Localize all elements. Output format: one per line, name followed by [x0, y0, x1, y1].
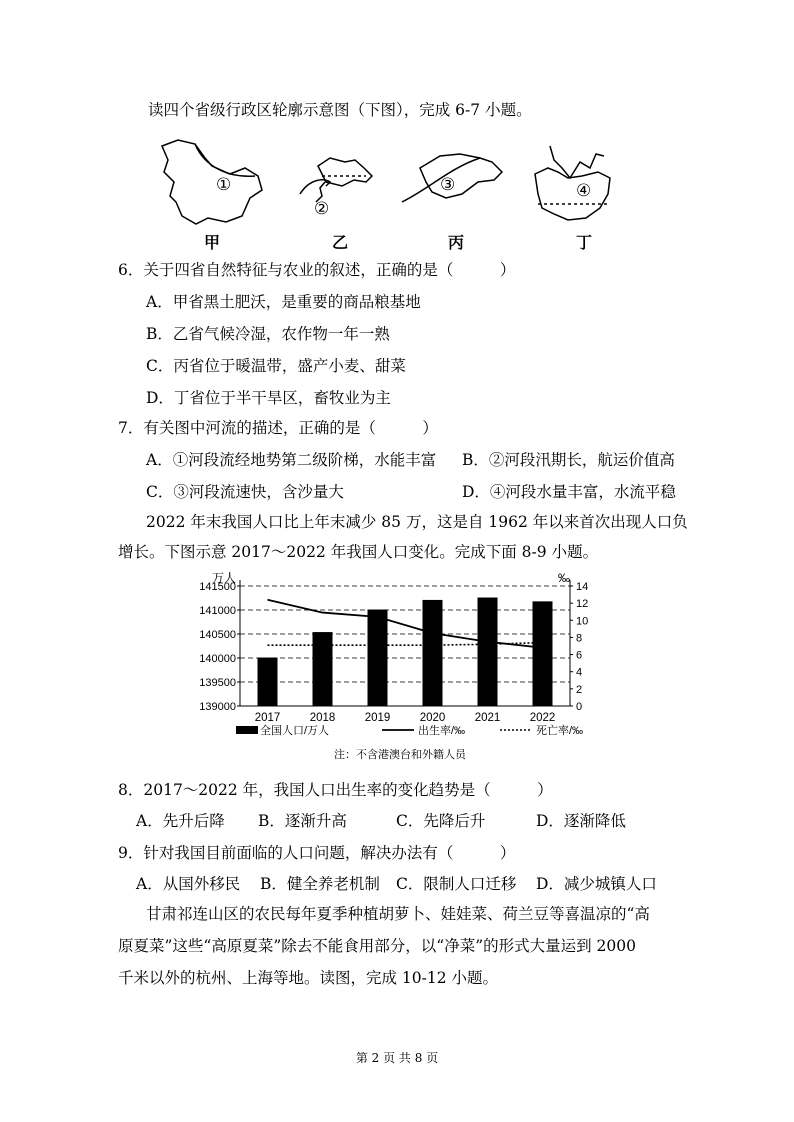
map-marker-2: ②	[314, 199, 330, 219]
right-axis-unit: ‰	[558, 571, 570, 585]
question-9-option-d: D．减少城镇人口	[536, 875, 657, 893]
question-8-option-d: D．逐渐降低	[536, 812, 626, 830]
map-label-jia: 甲	[204, 233, 221, 252]
map-marker-1: ①	[216, 175, 232, 195]
right-tick-label: 0	[576, 701, 583, 713]
legend-bar-swatch	[236, 726, 258, 734]
left-tick-label: 139000	[199, 701, 236, 713]
left-tick-label: 140000	[199, 653, 236, 665]
left-tick-label: 140500	[199, 629, 236, 641]
right-tick-label: 2	[576, 683, 583, 696]
x-tick-label: 2018	[309, 712, 336, 724]
population-chart	[170, 568, 630, 768]
legend-death-rate: 死亡率/‰	[536, 725, 584, 737]
chart-note: 注：不含港澳台和外籍人员	[334, 749, 466, 761]
map-label-bing: 丙	[448, 233, 465, 252]
map-ding-outline	[535, 168, 610, 220]
left-tick-label: 141500	[199, 581, 236, 593]
question-6-option-a: A．甲省黑土肥沃，是重要的商品粮基地	[146, 293, 421, 311]
x-tick-label: 2022	[529, 712, 556, 724]
population-bar	[533, 601, 553, 706]
left-tick-label: 141000	[199, 605, 236, 617]
intro-population-line1: 2022 年末我国人口比上年末减少 85 万，这是自 1962 年以来首次出现人口负	[146, 513, 688, 531]
intro-vegetables-line1: 甘肃祁连山区的农民每年夏季种植胡萝卜、娃娃菜、荷兰豆等喜温凉的“高	[146, 905, 650, 923]
province-maps	[150, 138, 620, 248]
question-7-option-c: C．③河段流速快，含沙量大	[146, 483, 344, 501]
question-9-stem: 9．针对我国目前面临的人口问题，解决办法有（ ）	[118, 844, 516, 862]
legend-birth-rate: 出生率/‰	[418, 725, 466, 737]
right-tick-label: 8	[576, 632, 583, 645]
x-tick-label: 2020	[419, 712, 446, 724]
question-7-option-d: D．④河段水量丰富，水流平稳	[462, 483, 676, 501]
question-8-option-a: A．先升后降	[136, 812, 225, 830]
map-jia-outline	[162, 140, 262, 224]
province-outlines	[150, 138, 620, 228]
question-7-option-b: B．②河段汛期长，航运价值高	[462, 451, 675, 469]
left-axis-unit: 万人	[212, 571, 237, 585]
right-tick-label: 6	[576, 649, 583, 662]
question-9-option-c: C．限制人口迁移	[396, 875, 517, 893]
question-8-option-c: C．先降后升	[396, 812, 486, 830]
right-tick-label: 12	[576, 598, 589, 611]
map-label-ding: 丁	[576, 233, 593, 252]
population-bar	[478, 598, 498, 706]
question-6-option-b: B．乙省气候冷湿，农作物一年一熟	[146, 325, 390, 343]
map-yi-outline	[318, 158, 372, 186]
right-tick-label: 4	[576, 666, 583, 679]
question-6-option-d: D．丁省位于半干旱区，畜牧业为主	[146, 389, 391, 407]
right-tick-label: 14	[576, 581, 589, 593]
x-tick-label: 2021	[474, 712, 501, 724]
intro-vegetables-line3: 千米以外的杭州、上海等地。读图，完成 10-12 小题。	[118, 969, 499, 987]
question-7-option-a: A．①河段流经地势第二级阶梯，水能丰富	[146, 451, 437, 469]
intro-population-line2: 增长。下图示意 2017～2022 年我国人口变化。完成下面 8-9 小题。	[118, 543, 599, 561]
map-label-yi: 乙	[332, 233, 349, 252]
x-tick-label: 2019	[364, 712, 391, 724]
map-marker-3: ③	[440, 175, 456, 195]
left-tick-label: 139500	[199, 677, 236, 689]
population-bar	[258, 658, 278, 706]
map-jia-river	[195, 144, 255, 176]
population-bar	[368, 610, 388, 706]
page-footer: 第 2 页 共 8 页	[355, 1051, 439, 1065]
right-tick-label: 10	[576, 615, 589, 628]
intro-maps: 读四个省级行政区轮廓示意图（下图），完成 6-7 小题。	[148, 101, 532, 119]
question-8-stem: 8．2017～2022 年，我国人口出生率的变化趋势是（ ）	[118, 781, 553, 799]
map-bing-outline	[420, 154, 502, 198]
x-tick-label: 2017	[254, 712, 281, 724]
question-9-option-a: A．从国外移民	[136, 875, 241, 893]
legend-population: 全国人口/万人	[260, 725, 330, 737]
question-8-option-b: B．逐渐升高	[258, 812, 347, 830]
question-7-stem: 7．有关图中河流的描述，正确的是（ ）	[118, 419, 438, 437]
question-6-option-c: C．丙省位于暖温带，盛产小麦、甜菜	[146, 357, 406, 375]
question-6-stem: 6．关于四省自然特征与农业的叙述，正确的是（ ）	[118, 261, 516, 279]
intro-vegetables-line2: 原夏菜”这些“高原夏菜”除去不能食用部分，以“净菜”的形式大量运到 2000	[118, 937, 636, 955]
map-marker-4: ④	[576, 181, 592, 201]
birth-rate-line	[268, 600, 543, 648]
population-bar	[313, 632, 333, 706]
population-chart-svg	[170, 568, 630, 768]
question-9-option-b: B．健全养老机制	[260, 875, 380, 893]
population-bar	[423, 600, 443, 706]
